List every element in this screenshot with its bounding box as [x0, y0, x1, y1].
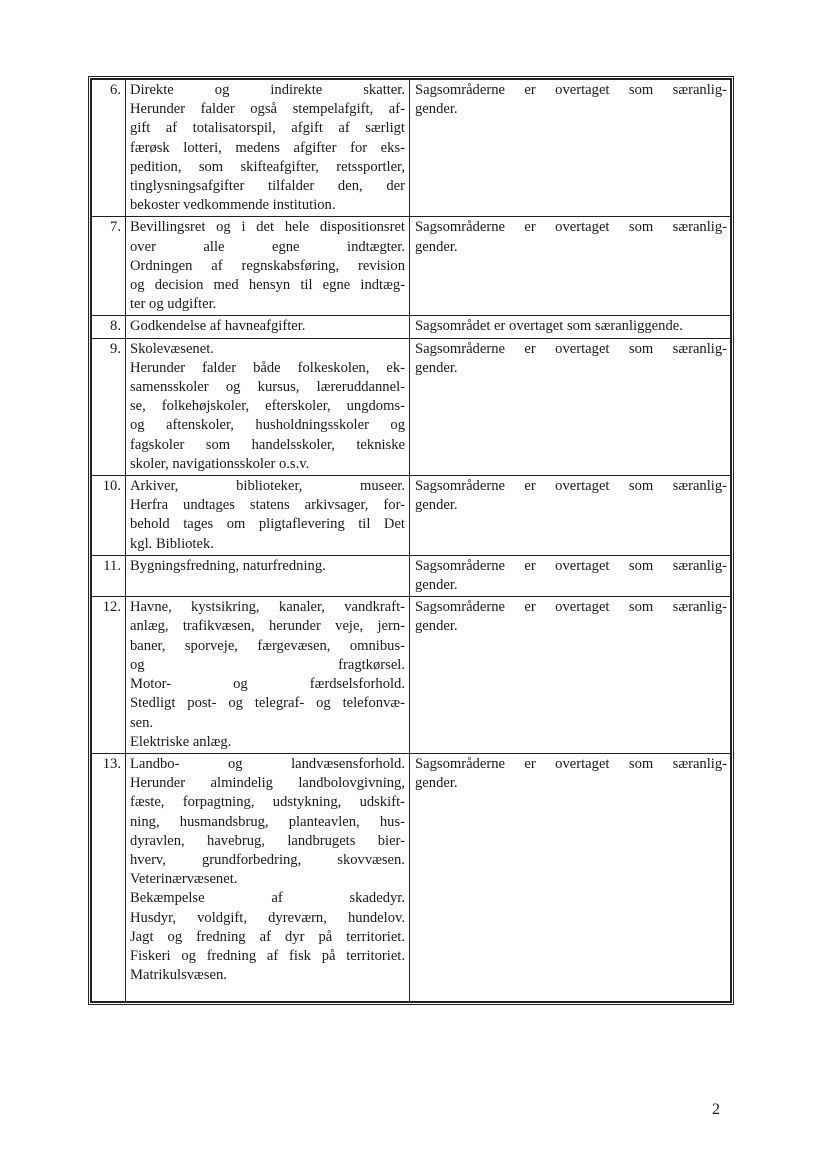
- subject-cell-line: Herfra undtages statens arkivsager, for-: [130, 497, 405, 514]
- subject-cell-line: Elektriske anlæg.: [130, 733, 232, 750]
- subject-cell: [126, 555, 410, 596]
- status-cell-line: gender.: [415, 238, 458, 255]
- status-cell: [410, 476, 731, 556]
- subject-cell-line: Stedligt post- og telegraf- og telefonvæ-: [130, 695, 405, 712]
- table-row: [92, 753, 731, 1001]
- subject-cell-line: Herunder falder også stempelafgift, af-: [130, 101, 405, 118]
- table-row: [92, 597, 731, 754]
- subject-cell-line: kgl. Bibliotek.: [130, 535, 214, 552]
- subject-cell-line: anlæg, trafikvæsen, herunder veje, jern-: [130, 618, 405, 635]
- subject-cell-line: og aftenskoler, husholdningsskoler og: [130, 417, 405, 434]
- subject-cell-line: Fiskeri og fredning af fisk på territoriet.: [130, 947, 405, 964]
- status-cell-line: Sagsområderne er overtaget som særanlig-: [415, 219, 727, 236]
- subject-cell: [126, 217, 410, 316]
- subject-cell-line: ning, husmandsbrug, planteavlen, hus-: [130, 813, 405, 830]
- status-cell-line: gender.: [415, 577, 458, 594]
- subject-cell-line: og fragtkørsel.: [130, 656, 405, 673]
- status-cell-line: Sagsområderne er overtaget som særanlig-: [415, 340, 727, 357]
- subject-cell-line: skoler, navigationsskoler o.s.v.: [130, 455, 310, 472]
- status-cell: [410, 80, 731, 217]
- subject-cell-line: sen.: [130, 714, 154, 731]
- subject-cell-line: gift af totalisatorspil, afgift af særligt: [130, 120, 405, 137]
- status-cell-line: gender.: [415, 497, 458, 514]
- status-cell: [410, 555, 731, 596]
- status-cell: [410, 338, 731, 475]
- jurisdiction-table: [88, 76, 734, 1005]
- subject-cell-line: bekoster vedkommende institution.: [130, 197, 336, 214]
- status-cell-line: gender.: [415, 101, 458, 118]
- subject-cell-line: Matrikulsvæsen.: [130, 967, 227, 984]
- subject-cell-line: fæste, forpagtning, udstykning, udskift-: [130, 794, 405, 811]
- subject-cell-line: Ordningen af regnskabsføring, revision: [130, 257, 405, 274]
- table-row: [92, 338, 731, 475]
- subject-cell-line: Direkte og indirekte skatter.: [130, 82, 405, 98]
- subject-cell-line: Skolevæsenet.: [130, 340, 214, 357]
- row-number: 7.: [92, 217, 126, 316]
- subject-cell-line: baner, sporveje, færgevæsen, omnibus-: [130, 637, 405, 654]
- table-row: [92, 476, 731, 556]
- subject-cell-line: samensskoler og kursus, læreruddannel-: [130, 379, 405, 396]
- table-row: [92, 217, 731, 316]
- subject-cell-line: og decision med hensyn til egne indtæg-: [130, 277, 405, 294]
- status-cell: [410, 217, 731, 316]
- status-cell-line: gender.: [415, 775, 458, 792]
- status-cell-line: Sagsområdet er overtaget som særanliggende.: [415, 318, 683, 335]
- row-number: 11.: [92, 555, 126, 596]
- subject-cell: [126, 597, 410, 754]
- status-cell-line: gender.: [415, 618, 458, 635]
- table-body: [92, 80, 731, 1002]
- subject-cell: [126, 80, 410, 217]
- subject-cell: [126, 753, 410, 1001]
- subject-cell-line: hverv, grundforbedring, skovvæsen.: [130, 851, 405, 868]
- status-cell-line: gender.: [415, 359, 458, 376]
- page-number: 2: [712, 1101, 720, 1118]
- table-row: [92, 555, 731, 596]
- subject-cell-line: Herunder falder både folkeskolen, ek-: [130, 359, 405, 376]
- subject-cell-line: Bekæmpelse af skadedyr.: [130, 890, 405, 907]
- status-cell-line: Sagsområderne er overtaget som særanlig-: [415, 557, 727, 574]
- row-number: 6.: [92, 80, 126, 217]
- subject-cell-line: pedition, som skifteafgifter, retssportler,: [130, 158, 405, 175]
- status-cell-line: Sagsområderne er overtaget som særanlig-: [415, 82, 727, 98]
- subject-cell-line: Landbo- og landvæsensforhold.: [130, 755, 405, 772]
- row-number: 9.: [92, 338, 126, 475]
- row-number: 13.: [92, 753, 126, 1001]
- subject-cell-line: fagskoler som handelsskoler, tekniske: [130, 436, 405, 453]
- status-cell: [410, 316, 731, 338]
- status-cell-line: Sagsområderne er overtaget som særanlig-: [415, 755, 727, 772]
- subject-cell-line: Husdyr, voldgift, dyreværn, hundelov.: [130, 909, 405, 926]
- subject-cell-line: tinglysningsafgifter tilfalder den, der: [130, 178, 405, 195]
- status-cell: [410, 597, 731, 754]
- subject-cell-line: over alle egne indtægter.: [130, 238, 405, 255]
- subject-cell-line: færøsk lotteri, medens afgifter for eks-: [130, 139, 405, 156]
- subject-cell-line: Bygningsfredning, naturfredning.: [130, 557, 326, 574]
- subject-cell-line: Herunder almindelig landbolovgivning,: [130, 775, 405, 792]
- row-number: 8.: [92, 316, 126, 338]
- subject-cell: [126, 476, 410, 556]
- row-number: 12.: [92, 597, 126, 754]
- subject-cell-line: Veterinærvæsenet.: [130, 871, 238, 888]
- subject-cell: [126, 338, 410, 475]
- status-cell-line: Sagsområderne er overtaget som særanlig-: [415, 478, 727, 495]
- status-cell-line: Sagsområderne er overtaget som særanlig-: [415, 599, 727, 616]
- subject-cell-line: ter og udgifter.: [130, 296, 217, 313]
- subject-cell-line: Havne, kystsikring, kanaler, vandkraft-: [130, 599, 405, 616]
- subject-cell-line: behold tages om pligtaflevering til Det: [130, 516, 405, 533]
- subject-cell-line: Jagt og fredning af dyr på territoriet.: [130, 928, 405, 945]
- subject-cell-line: Arkiver, biblioteker, museer.: [130, 478, 405, 495]
- subject-cell-line: dyravlen, havebrug, landbrugets bier-: [130, 832, 405, 849]
- subject-cell: [126, 316, 410, 338]
- status-cell: [410, 753, 731, 1001]
- table-row: [92, 316, 731, 338]
- subject-cell-line: se, folkehøjskoler, efterskoler, ungdoms-: [130, 398, 405, 415]
- subject-cell-line: Motor- og færdselsforhold.: [130, 676, 405, 693]
- row-number: 10.: [92, 476, 126, 556]
- table-row: [92, 80, 731, 217]
- subject-cell-line: Godkendelse af havneafgifter.: [130, 318, 306, 335]
- subject-cell-line: Bevillingsret og i det hele dispositionsret: [130, 219, 405, 236]
